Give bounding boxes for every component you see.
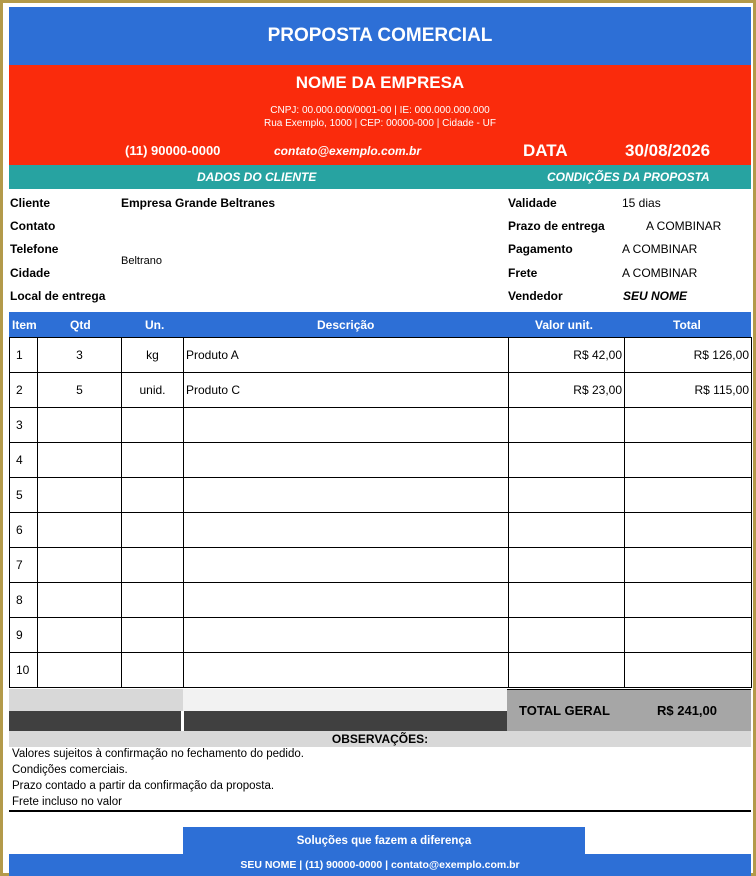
table-row bbox=[10, 618, 752, 653]
table-footer-cell bbox=[9, 689, 183, 711]
table-row bbox=[10, 408, 752, 443]
client-section-title: DADOS DO CLIENTE bbox=[197, 170, 317, 184]
cell-item: 4 bbox=[10, 443, 38, 478]
cell-item: 1 bbox=[10, 338, 38, 373]
cell-qty bbox=[38, 513, 122, 548]
cell-qty: 5 bbox=[38, 373, 122, 408]
client-label: Cliente bbox=[10, 196, 51, 210]
cell-total bbox=[625, 653, 752, 688]
cell-unit-price bbox=[509, 478, 625, 513]
payment-label: Pagamento bbox=[508, 242, 573, 256]
cell-unit-price bbox=[509, 408, 625, 443]
cell-qty bbox=[38, 443, 122, 478]
cell-unit-price bbox=[509, 513, 625, 548]
footer-contact-line: SEU NOME | (11) 90000-0000 | contato@exemplo.com.br bbox=[9, 854, 751, 876]
cell-unit bbox=[122, 653, 184, 688]
cell-unit: kg bbox=[122, 338, 184, 373]
lead-time-label: Prazo de entrega bbox=[508, 219, 605, 233]
contact-label: Contato bbox=[10, 219, 56, 233]
cell-unit bbox=[122, 548, 184, 583]
company-ids: CNPJ: 00.000.000/0001-00 | IE: 000.000.000.000 bbox=[270, 105, 490, 116]
footer-slogan: Soluções que fazem a diferença bbox=[183, 827, 585, 854]
cell-description bbox=[184, 618, 509, 653]
cell-total bbox=[625, 583, 752, 618]
contact-name: Beltrano bbox=[121, 255, 162, 267]
cell-total bbox=[625, 408, 752, 443]
cell-item: 10 bbox=[10, 653, 38, 688]
cell-unit bbox=[122, 618, 184, 653]
items-table-header bbox=[9, 312, 751, 337]
cell-item: 7 bbox=[10, 548, 38, 583]
company-banner bbox=[9, 65, 751, 165]
company-name: NOME DA EMPRESA bbox=[295, 73, 465, 92]
observation-line: Prazo contado a partir da confirmação da proposta. bbox=[12, 780, 275, 792]
grand-total-value: R$ 241,00 bbox=[657, 703, 717, 718]
cell-description: Produto A bbox=[184, 338, 509, 373]
cell-qty bbox=[38, 548, 122, 583]
cell-qty bbox=[38, 583, 122, 618]
cell-total bbox=[625, 513, 752, 548]
cell-unit-price bbox=[509, 583, 625, 618]
seller-label: Vendedor bbox=[508, 289, 563, 303]
conditions-section-title: CONDIÇÕES DA PROPOSTA bbox=[547, 170, 710, 184]
cell-unit bbox=[122, 513, 184, 548]
cell-unit-price bbox=[509, 443, 625, 478]
cell-unit: unid. bbox=[122, 373, 184, 408]
table-row bbox=[10, 548, 752, 583]
cell-item: 9 bbox=[10, 618, 38, 653]
cell-total bbox=[625, 548, 752, 583]
cell-qty bbox=[38, 408, 122, 443]
freight-label: Frete bbox=[508, 266, 538, 280]
cell-description bbox=[184, 548, 509, 583]
cell-unit-price bbox=[509, 548, 625, 583]
grand-total-box bbox=[507, 689, 751, 731]
observation-line: Valores sujeitos à confirmação no fechamento do pedido. bbox=[12, 748, 304, 760]
items-table bbox=[9, 337, 752, 688]
observation-line: Condições comerciais. bbox=[12, 764, 128, 776]
table-footer-dark-cell bbox=[9, 711, 181, 731]
city-label: Cidade bbox=[10, 266, 51, 280]
header-qty: Qtd bbox=[70, 318, 91, 332]
phone-label: Telefone bbox=[10, 242, 59, 256]
client-name: Empresa Grande Beltranes bbox=[121, 196, 276, 210]
cell-qty: 3 bbox=[38, 338, 122, 373]
validity-label: Validade bbox=[508, 196, 557, 210]
date-label: DATA bbox=[523, 141, 568, 160]
cell-total bbox=[625, 443, 752, 478]
header-description: Descrição bbox=[317, 318, 375, 332]
cell-unit-price: R$ 23,00 bbox=[509, 373, 625, 408]
cell-item: 5 bbox=[10, 478, 38, 513]
cell-qty bbox=[38, 478, 122, 513]
cell-total bbox=[625, 478, 752, 513]
cell-description bbox=[184, 583, 509, 618]
cell-description: Produto C bbox=[184, 373, 509, 408]
cell-total: R$ 126,00 bbox=[625, 338, 752, 373]
validity-value: 15 dias bbox=[622, 196, 661, 210]
divider bbox=[9, 810, 751, 812]
payment-value: A COMBINAR bbox=[622, 242, 698, 256]
table-row bbox=[10, 653, 752, 688]
cell-unit-price bbox=[509, 618, 625, 653]
date-value: 30/08/2026 bbox=[625, 141, 711, 160]
delivery-label: Local de entrega bbox=[10, 289, 106, 303]
cell-qty bbox=[38, 618, 122, 653]
freight-value: A COMBINAR bbox=[622, 266, 698, 280]
cell-item: 2 bbox=[10, 373, 38, 408]
seller-value: SEU NOME bbox=[623, 289, 688, 303]
cell-item: 6 bbox=[10, 513, 38, 548]
cell-qty bbox=[38, 653, 122, 688]
table-row bbox=[10, 443, 752, 478]
table-footer-dark-cell bbox=[184, 711, 507, 731]
table-footer-cell bbox=[183, 689, 507, 711]
cell-item: 3 bbox=[10, 408, 38, 443]
cell-unit-price: R$ 42,00 bbox=[509, 338, 625, 373]
table-row bbox=[10, 513, 752, 548]
company-address: Rua Exemplo, 1000 | CEP: 00000-000 | Cidade - UF bbox=[264, 118, 496, 129]
header-unit-price: Valor unit. bbox=[535, 318, 594, 332]
cell-unit bbox=[122, 443, 184, 478]
cell-description bbox=[184, 443, 509, 478]
cell-item: 8 bbox=[10, 583, 38, 618]
section-header-bar bbox=[9, 165, 751, 189]
observation-line: Frete incluso no valor bbox=[12, 796, 122, 808]
grand-total-label: TOTAL GERAL bbox=[519, 703, 610, 718]
company-phone: (11) 90000-0000 bbox=[125, 143, 221, 158]
header-unit: Un. bbox=[145, 318, 165, 332]
lead-time-value: A COMBINAR bbox=[646, 219, 722, 233]
company-email: contato@exemplo.com.br bbox=[274, 144, 422, 158]
document-title: PROPOSTA COMERCIAL bbox=[9, 7, 751, 65]
cell-unit bbox=[122, 583, 184, 618]
table-row bbox=[10, 583, 752, 618]
table-row bbox=[10, 373, 752, 408]
table-row bbox=[10, 338, 752, 373]
cell-description bbox=[184, 408, 509, 443]
cell-total bbox=[625, 618, 752, 653]
cell-description bbox=[184, 653, 509, 688]
table-row bbox=[10, 478, 752, 513]
header-item: Item bbox=[12, 318, 37, 332]
cell-description bbox=[184, 513, 509, 548]
cell-unit bbox=[122, 408, 184, 443]
cell-total: R$ 115,00 bbox=[625, 373, 752, 408]
cell-unit-price bbox=[509, 653, 625, 688]
cell-unit bbox=[122, 478, 184, 513]
header-total: Total bbox=[673, 318, 701, 332]
cell-description bbox=[184, 478, 509, 513]
observations-title: OBSERVAÇÕES: bbox=[9, 731, 751, 747]
